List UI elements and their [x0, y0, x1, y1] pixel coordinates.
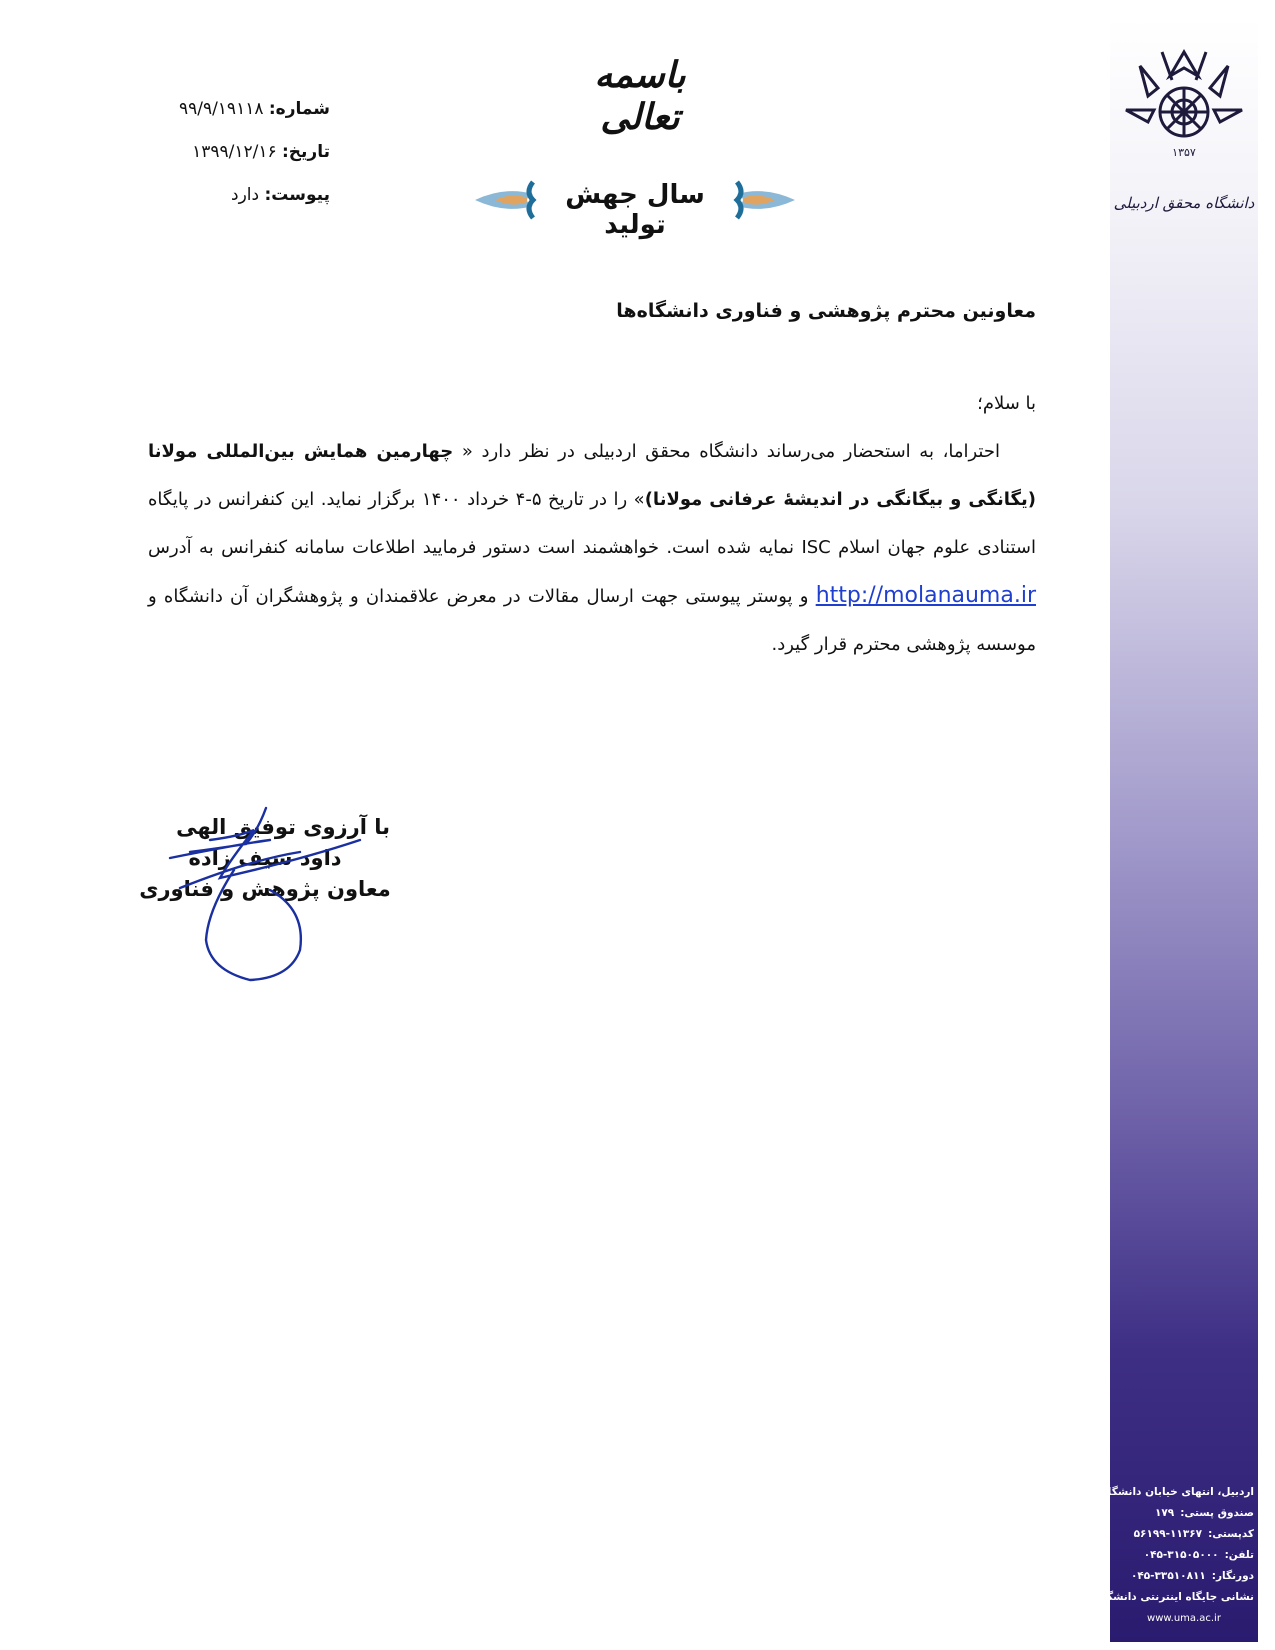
- university-logo-icon: [1118, 32, 1250, 162]
- contact-info: [1096, 1482, 1254, 1629]
- website-label: نشانی جایگاه اینترنتی دانشگاه: [1096, 1591, 1254, 1603]
- address: اردبیل، انتهای خیابان دانشگاه: [1101, 1486, 1254, 1498]
- website-link[interactable]: www.uma.ac.ir: [1147, 1613, 1221, 1624]
- website-label-row: [1096, 1587, 1254, 1608]
- attachment-label: پیوست:: [264, 185, 330, 205]
- po-box-row: [1114, 1503, 1254, 1524]
- university-name: دانشگاه محقق اردبیلی: [1113, 194, 1255, 212]
- number-row: [130, 88, 330, 131]
- attachment-value: دارد: [231, 185, 260, 205]
- phone-label: تلفن:: [1224, 1549, 1254, 1561]
- fax-value: ۰۴۵-۳۳۵۱۰۸۱۱: [1130, 1570, 1206, 1582]
- logo-year: ۱۳۵۷: [1172, 146, 1196, 159]
- basmala-heading: باسمه تعالی: [594, 54, 686, 138]
- number-label: شماره:: [268, 99, 330, 119]
- letterhead-sidebar: [1096, 18, 1258, 1642]
- phone-row: [1114, 1545, 1254, 1566]
- body-middle: » را در تاریخ ۵-۴ خرداد ۱۴۰۰ برگزار نماید. این کنفرانس در پایگاه استنادی علوم جهان اسلام ISC نمایه شده است. خواهشمند است دستور فرمایید اطلاعات سامانه کنفرانس به آدرس: [148, 489, 1036, 558]
- signer-name: داود سیف زاده: [188, 846, 342, 870]
- body-start: احتراما، به استحضار می‌رساند دانشگاه محقق اردبیلی در نظر دارد «: [453, 441, 1000, 462]
- handwritten-signature: [150, 800, 370, 990]
- letter-meta: [130, 88, 330, 217]
- signer-title: معاون پژوهش و فناوری: [139, 877, 391, 901]
- date-value: ۱۳۹۹/۱۲/۱۶: [192, 142, 277, 162]
- fax-label: دورنگار:: [1211, 1570, 1254, 1582]
- conference-title: چهارمین همایش بین‌المللی مولانا (یگانگی و بیگانگی در اندیشهٔ عرفانی مولانا): [148, 441, 1037, 510]
- postal-code-value: ۵۶۱۹۹-۱۱۳۶۷: [1133, 1528, 1203, 1540]
- date-label: تاریخ:: [282, 142, 330, 162]
- po-box-label: صندوق پستی:: [1180, 1507, 1254, 1519]
- phone-value: ۰۴۵-۳۱۵۰۵۰۰۰: [1143, 1549, 1219, 1561]
- postal-code-label: کدپستی:: [1208, 1528, 1254, 1540]
- fax-row: [1114, 1566, 1254, 1587]
- address-row: [1101, 1482, 1254, 1503]
- po-box-value: ۱۷۹: [1154, 1507, 1175, 1519]
- recipient-line: معاونین محترم پژوهشی و فناوری دانشگاه‌ها: [616, 300, 1036, 322]
- number-value: ۹۹/۹/۱۹۱۱۸: [178, 99, 264, 119]
- letter-body: [148, 380, 1036, 669]
- slogan-banner: [475, 172, 795, 240]
- slogan-text: سال جهش تولید: [565, 180, 705, 240]
- body-tail: و پوستر پیوستی جهت ارسال مقالات در معرض علاقمندان و پژوهشگران آن دانشگاه و موسسه پژوهشی محترم قرار گیرد.: [148, 586, 1036, 655]
- body-paragraph: [148, 428, 1036, 669]
- date-row: [130, 131, 330, 174]
- greeting: با سلام؛: [977, 393, 1036, 414]
- conference-link[interactable]: http://molanauma.ir: [815, 583, 1036, 608]
- attachment-row: [130, 174, 330, 217]
- closing-line: با آرزوی توفیق الهی: [176, 815, 390, 839]
- postal-code-row: [1114, 1524, 1254, 1545]
